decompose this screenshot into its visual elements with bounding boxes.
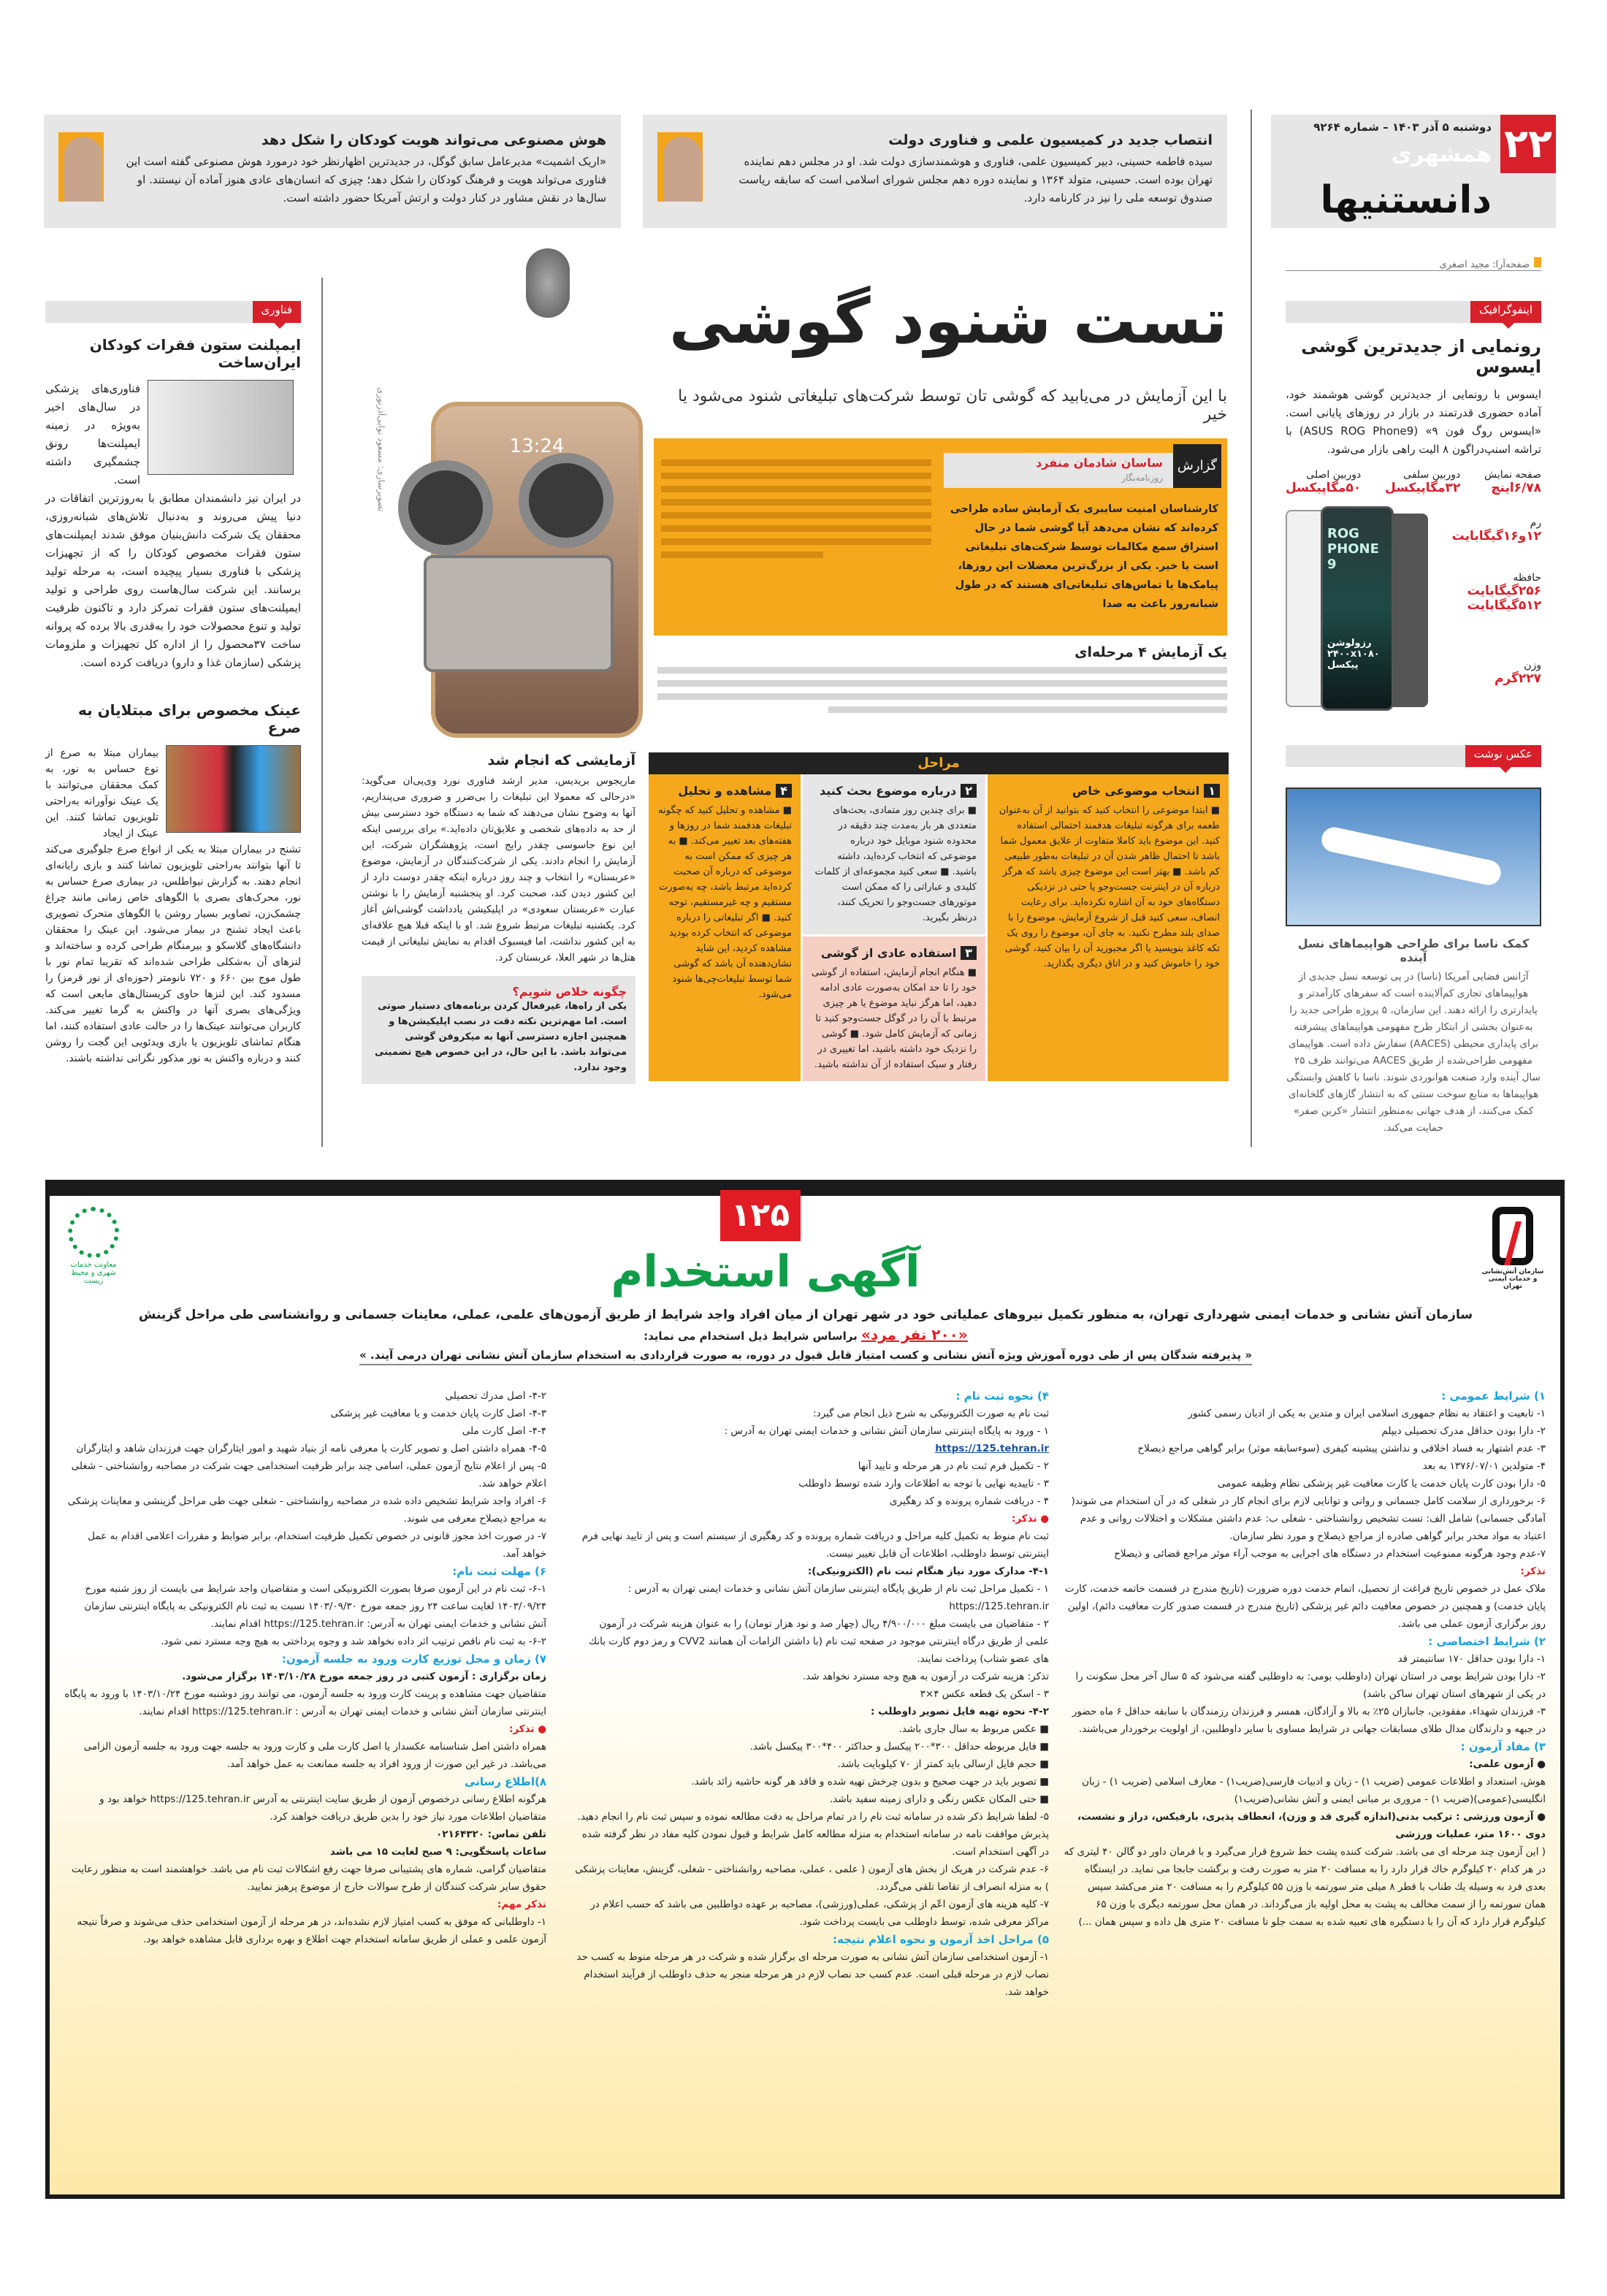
layout-credit: صفحه‌آرا: مجید اصغری xyxy=(1286,257,1541,271)
section-tag: اینفوگرافیک xyxy=(1286,301,1541,323)
escape-heading: چگونه خلاص شویم؟ xyxy=(512,985,627,999)
ad-item: ۷-عدم وجود هرگونه ممنوعیت استخدام در دستگاه های اجرایی به موجب آراء موثر مراجع قضائی و ذیصلاح xyxy=(1114,1548,1546,1560)
film-reel-icon xyxy=(398,460,493,555)
main-headline: تست شنود گوشی xyxy=(669,285,1227,358)
stage-middle-column xyxy=(803,774,985,1081)
section-title: دانستنیها xyxy=(1320,178,1492,222)
ad-item: همراه داشتن اصل شناسنامه عکسدار یا اصل کارت ملی و کارت ورود به جلسه جهت ورود به جلسه آزمون الزامی می‌باشد. در غیر این صورت از ورود افراد به جلسه ممانعت به عمل خواهد آمد. xyxy=(83,1741,546,1770)
phone-spec-graphic xyxy=(1286,503,1541,714)
section-tag: فناوری xyxy=(253,301,302,323)
intro-continued xyxy=(661,453,931,565)
ad-item: ثبت نام به صورت الکترونیکی به شرح ذیل انجام می گیرد: xyxy=(813,1408,1049,1419)
ad-item: هوش، استعداد و اطلاعات عمومی (ضریب ۱) - زبان و ادبیات فارسی(ضریب۱) - معارف اسلامی (ضریب ۱) - زبان انگلیسی(عمومی)(ضریب ۱) - مروری بر مبانی ایمنی و آتش نشانی(ضریب۱) xyxy=(1082,1776,1546,1805)
issue-date: دوشنبه ۵ آذر ۱۴۰۳ – شماره ۹۲۶۴ xyxy=(1313,121,1492,134)
ad-item: تذکر: xyxy=(1520,1565,1546,1577)
ad-item: ۶- عدم شرکت در هریک از بخش های آزمون ( علمی ، عملی، مصاحبه روانشناختی - شغلی، گزینش، معاینات پزشکی ) به منزله انصراف از تقاضا تلقی می‌گردد. xyxy=(575,1864,1049,1893)
photo-caption-title: کمک ناسا برای طراحی هواپیماهای نسل آینده xyxy=(1297,937,1530,964)
ad-item: ۳- عدم اشتهار به فساد اخلاقی و نداشتن پیشینه کیفری (سوءسابقه موثر) برابر گواهی مراجع ذیصلاح xyxy=(1137,1443,1546,1454)
ad-item: ۵- پس از اعلام نتایج آزمون عملی، اسامی چند برابر ظرفیت استخدامی جهت شرکت در مصاحبه روانشناختی - شغلی اعلام خواهد شد. xyxy=(71,1460,546,1490)
brief-text: سیده فاطمه حسینی، دبیر کمیسیون علمی، فناوری و هوشمندسازی دولت شد. او در مجلس دهم نماینده تهران بوده است. حسینی، متولد ۱۳۶۴ و نماینده دوره دهم مجلس شورای اسلامی است که سابقه ریاست صندوق توسعه ملی را نیز در کارنامه دارد. xyxy=(738,155,1213,205)
ad-item: ● آزمون ورزشی : ترکیب بدنی(اندازه گیری قد و وزن)، انعطاف پذیری، بارفیکس، دراز و نشست، دوی ۱۶۰۰ متر، عملیات ورزشی xyxy=(1077,1811,1546,1840)
ad-section-heading: ۴) نحوه ثبت نام : xyxy=(955,1389,1049,1403)
spec-top-row xyxy=(1286,469,1541,495)
ad-column-right xyxy=(1064,1387,1546,1931)
ad-item: ۱- دارا بودن حداقل ۱۷۰ سانتیمتر قد xyxy=(1397,1653,1546,1665)
ad-item: ■ عکس مربوط به سال جاری باشد. xyxy=(898,1723,1049,1735)
ad-item: ۱ - ورود به پایگاه اینترنتی سازمان آتش نشانی و خدمات ایمنی تهران به آدرس : xyxy=(724,1425,1049,1437)
ad-item: ۶- برخورداری از سلامت کامل جسمانی و روانی و توانایی لازم برای انجام کار در شغلی که در آن استخدام می شوند( آمادگی جسمانی) شامل الف: تست تشخیص روانشناختی - شغلی ب: عدم داشتن مشکلات و اختلالات روانی و عدم اعتیاد به مواد مخدر برابر گواهی صادره از مراجع ذیصلاح و مورد نظر سازمان. xyxy=(1071,1495,1546,1542)
article-title: عینک مخصوص برای مبتلایان به صرع xyxy=(77,701,301,736)
infographic-text: ایسوس با رونمایی از جدیدترین گوشی هوشمند خود، آماده حضوری قدرتمند در بازار در روزهای پایانی است. «ایسوس روگ فون ۹» (ASUS ROG Phone9) با تراشه اسنپ‌دراگون ۸ الیت راهی بازار می‌شود. xyxy=(1286,388,1541,456)
article-body: تشنج در بیماران مبتلا به یکی از انواع صرع جلوگیری می‌کند تا آنها بتوانند به‌راحتی تلویزیون تماشا کنند و بازی رایانه‌ای انجام دهند. به گزارش نیواطلس، در بیماری صرع حساس به نور، محرک‌های بصری با الگوهای خاص زمانی مانند چراغ چشمک‌زن، تصاویر بسیار روشن یا الگوهای متحرک تصویری باعث ایجاد تشنج در بیمار می‌شود. این عینک را محققان دانشگاه‌های گلاسکو و بیرمنگام طراحی کرده و ساخته‌اند و لنزهای آن به‌شکلی طراحی شده‌اند که تقریبا تمام نور با طول موج بین ۶۶۰ و ۷۲۰ نانومتر (حوزه‌ای از نور قرمز) را مسدود کند. این لنزها حاوی کریستال‌های مایعی است که ویژگی‌های بصری آنها در واکنش به گرما تغییر می‌کند. کاربران می‌توانند عینک‌ها را در حالت عادی استفاده کنند، اما هنگام تماشای تلویزیون یا بازی ویدئویی این گجت را روشن کنند و درباره واکنش به نور مذکور نگرانی نداشته باشند. xyxy=(45,844,301,1064)
column-divider xyxy=(1251,110,1252,1147)
ad-item: ۳- فرزندان شهداء، مفقودین، جانبازان ۲۵٪ به بالا و آزادگان، همسر و فرزندان رزمندگان با سابقه حداقل ۶ ماه حضور در جبهه و دارندگان مدال طلای مسابقات جهانی در شرایط مساوی با سایر داوطلبین، از اولویت برخوردار می‌باشند. xyxy=(1072,1706,1546,1735)
ad-section-heading: ۳) مفاد آزمون : xyxy=(1460,1740,1546,1753)
ad-item: ثبت نام منوط به تکمیل کلیه مراحل و دریافت شماره پرونده و کد رهگیری از سیستم است و پس از تایید نهایی فرم اینترنتی توسط داوطلب، اطلاعات آن قابل تغییر نیست. xyxy=(581,1530,1049,1560)
ad-item: ۵- لطفا شرایط ذکر شده در سامانه ثبت نام را در تمام مراحل به دقت مطالعه نموده و سپس ثبت نام را انجام دهید. پذیرش موافقت نامه در سامانه استخدام به منزله مطالعه کامل شرایط و قبول نمودن کلیه مفاد در نظر گرفته شده در آگهی استخدام است. xyxy=(577,1811,1049,1858)
ad-section-heading: ۱) شرایط عمومی : xyxy=(1441,1389,1546,1403)
escape-text: یکی از راه‌ها، غیرفعال کردن برنامه‌های دستیار صوتی است. اما مهم‌ترین نکته دقت در نصب اپلیکیشن‌ها و همچنین اجازه دسترسی آنها به میکروفن گوشی می‌تواند باشد. با این حال، در این خصوص هیچ تضمینی وجود ندارد. xyxy=(375,1001,627,1073)
brief-text: «اریک اشمیت» مدیرعامل سابق گوگل، در جدیدترین اظهارنظر خود درمورد هوش مصنوعی گفته است این فناوری می‌تواند هویت و فرهنگ کودکان را شکل دهد؛ چیزی که انسان‌های عادی هنوز آماده آن نیستند. او سال‌ها در نقش مشاور در کنار دولت و ارتش آمریکا حضور داشته است. xyxy=(126,155,606,205)
ad-item: ۳ - اسکن یک قطعه عکس ۴×۳ xyxy=(920,1688,1049,1700)
spec-weight: وزن ۲۲۷گرم xyxy=(1494,660,1541,686)
brief-title: هوش مصنوعی می‌تواند هویت کودکان را شکل دهد xyxy=(261,132,606,148)
test-done-section xyxy=(362,752,635,1084)
ad-item: ۴-۱- مدارک مورد نیاز هنگام ثبت نام (الکترونیکی): xyxy=(807,1565,1049,1577)
page-number: ۲۲ xyxy=(1500,115,1556,173)
ad-item: ■ تصویر باید در جهت صحیح و بدون چرخش تهیه شده و فاقد هر گونه حاشیه زائد باشد. xyxy=(691,1776,1049,1788)
news-brief xyxy=(44,115,621,228)
ad-section-heading: ۷) زمان و محل توزیع کارت ورود به جلسه آزمون: xyxy=(281,1652,546,1666)
municipality-logo: معاونت خدمات شهری و محیط زیست xyxy=(61,1207,126,1285)
stage-card: ۳استفاده عادی از گوشی ■ هنگام انجام آزمایش، استفاده از گوشی خود را تا حد امکان به‌صورت عادی ادامه دهید، اما هرگز نباید موضوع یا هر چیزی مرتبط با آن را در گوگل جست‌وجو کنید تا زمانی که آزمایش کامل شود. ■ گوشی را نزدیک خود داشته باشید، اما تغییری در رفتار و سبک استفاده از آن نداشته باشید. xyxy=(803,937,985,1081)
ad-count: «۲۰۰ نفر مرد» براساس شرایط ذیل استخدام می نماید: xyxy=(644,1326,968,1343)
author-role: روزنامه‌نگار xyxy=(1121,473,1163,483)
ad-item: ۱- آزمون استخدامی سازمان آتش نشانی به صورت مرحله ای برگزار شده و شرکت در هر مرحله منوط به کسب حد نصاب لازم در مرحله قبلی است. عدم کسب حد نصاب لازم در هر مرحله منجر به حذف داوطلب از فرآیند استخدام خواهد شد. xyxy=(576,1951,1049,1998)
tech-news xyxy=(45,301,301,672)
article-body: در ایران نیز دانشمندان مطابق با به‌روزترین اتفاقات در دنیا پیش می‌روند و به‌دنبال تلاش‌های شبانه‌روزی، محققان یک شرکت دانش‌بنیان موفق شدند ایمپلنت‌های ستون فقرات مخصوص کودکان را که از تجهیزات پزشکی با فناوری بسیار پیچیده است، به مرحله تولید برسانند. این شرکت سال‌هاست روی طراحی و تولید ایمپلنت‌های ستون فقرات تمرکز دارد و تاکنون ظرفیت تولید و تنوع محصولات خود را به‌قدری بالا برده که پروانه ساخت ۳۷محصول را از اداره کل تجهیزات و ملزومات پزشکی (سازمان غذا و دارو) دریافت کرده است. xyxy=(45,492,301,669)
photo-caption-text: آژانس فضایی آمریکا (ناسا) در پی توسعه نسل جدیدی از هواپیماهای تجاری کم‌آلاینده است که سفرهای کارآمدتر و پایدارتری را ارائه دهند. این سازمان، ۵ پروژه طراحی جدید را به‌عنوان بخشی از ابتکار طرح مفهومی هواپیماهای پیشرفته برای پایداری محیطی (AACES) سفارش داده است. هواپیمای مفهومی طراحی‌شده از طریق AACES می‌توانند ظرف ۲۵ سال آینده وارد صنعت هوانوردی شوند. ناسا با کاهش وابستگی هواپیماها به منابع سوخت سنتی که به انتشار گازهای گلخانه‌ای کمک می‌کنند، از هدف جهانی به‌منظور انتشار «کربن صفر» حمایت می‌کند. xyxy=(1286,971,1541,1134)
ad-item: ۷- کلیه هزینه های آزمون اعّم از پزشکی، عملی(ورزشی)، مصاحبه بر عهده دواطلبین می باشد که حسب اعلام در مراکز معرفی شده، توسط داوطلب می بایست پرداخت شود. xyxy=(590,1899,1049,1928)
ad-item: ( این آزمون چند مرحله ای می باشد. شرکت کننده پشت خط شروع قرار می‌گیرد و با فرمان داور دو گالن ۴۰ لیتری که در هر کدام ۲۰ کیلوگرم خاك قرار دارد را به مسافت ۲۰ متر به صورت رفت و برگشت جابجا می نماید. در ایستگاه بعدی فرد به وسیله یك طناب با قطر ۸ میلی متر سورتمه با وزن ۵۵ کیلوگرم را به مسافت ۲۰ متر می‌کشد سپس همان سورتمه را از سمت مخالف به پشت به محل اولیه باز می‌گرداند. در همان محل سورتمه دیگری با وزن ۶۵ کیلوگرم قرار دارد که آن را با دستگیره های تعبیه شده به سمت جلو تا مسافت ۲۰ متری هل داده و سپس همان ...) xyxy=(1064,1846,1546,1928)
ad-header-text xyxy=(137,1305,1474,1365)
ad-item: هرگونه اطلاع رسانی درخصوص آزمون از طریق سایت اینترنتی به آدرس https://125.tehran.ir خواهد بود و متقاضیان اطلاعات مورد نیاز خود را بدین طریق دریافت خواهند کرد. xyxy=(99,1793,546,1823)
ad-item: ۱- تابعیت و اعتقاد به نظام جمهوری اسلامی ایران و متدین به یکی از ادیان رسمی کشور xyxy=(1188,1408,1546,1419)
ad-item: ● آزمون علمی: xyxy=(1469,1758,1546,1770)
ad-item: ۲ - تکمیل فرم ثبت نام در هر مرحله و تایید آنها xyxy=(858,1460,1049,1472)
portrait-photo xyxy=(657,132,703,202)
website-link[interactable]: https://125.tehran.ir xyxy=(935,1443,1049,1454)
ad-item: ۶-۱- ثبت نام در این آزمون صرفا بصورت الکترونیکی است و متقاضیان واجد شرایط می بایست از روز شنبه مورخ ۱۴۰۳/۰۹/۲۴ لغایت ساعت ۲۴ روز جمعه مورخ ۱۴۰۳/۰۹/۳۰ نسبت به ثبت نام الکترونیکی به پایگاه اینترنتی سازمان آتش نشانی و خدمات ایمنی تهران به آدرس: https://125.tehran.ir اقدام نمایند. xyxy=(84,1583,546,1630)
ad-title: آگهی استخدام xyxy=(611,1246,920,1297)
ad-column-left xyxy=(64,1387,546,1948)
ad-item: ۷- در صورت اخذ مجوز قانونی در خصوص تکمیل ظرفیت استخدام، برابر ضوابط و مقررات اعلامی اقدام به عمل خواهد آمد. xyxy=(88,1530,546,1560)
escape-box xyxy=(362,976,635,1084)
stages-panel xyxy=(649,752,1229,1081)
byline xyxy=(944,453,1221,488)
ad-section-heading: ۶) مهلت ثبت نام: xyxy=(452,1565,546,1578)
ad-item: ۱- داوطلبانی که موفق به کسب امتیاز لازم نشده‌اند، در هر مرحله از آزمون استخدامی حذف می‌شوند و صرفاً نتیجه آزمون علمی و عملی از طریق سامانه استخدام جهت اطلاع و بهره برداری قابل مشاهده خواهد بود. xyxy=(77,1916,546,1945)
smartphone-icon: 13:24 xyxy=(431,402,643,738)
ad-item: ۳ - تاییدیه نهایی با توجه به اطلاعات وارد شده توسط داوطلب xyxy=(798,1478,1049,1490)
tape-recorder-icon xyxy=(424,555,614,672)
report-box xyxy=(654,438,1227,636)
ad-item: تذکر مهم: xyxy=(497,1899,546,1910)
ad-item: ۲- دارا بودن حداقل مدرک تحصیلی دیپلم xyxy=(1381,1425,1546,1437)
fire-dept-logo: سازمان آتش‌نشانی و خدمات ایمنی تهران xyxy=(1480,1207,1546,1290)
phone-front: ROG PHONE 9 رزولوشن ۲۴۰۰x۱۰۸۰ پیکسل xyxy=(1321,506,1394,711)
ad-item: ملاک عمل در خصوص تاریخ فراغت از تحصیل، اتمام خدمت دوره ضرورت (تاریخ مندرج در قسمت خاتمه خدمت، کارت پایان خدمت) و همچنین در خصوص معافیت دائم غیر پزشکی (تاریخ مندرج در قسمت صدور کارت معافیت دائم)، اولین روز برگزاری آزمون عملی می باشد. xyxy=(1064,1583,1546,1630)
ad-section-heading: ۲) شرایط اختصاصی : xyxy=(1428,1635,1546,1648)
ad-item: تلفن تماس: ۰۲۱۶۴۳۲۰ xyxy=(436,1828,546,1840)
film-reel-icon xyxy=(519,453,614,548)
infographic-title: رونمایی از جدیدترین گوشی ایسوس xyxy=(1301,336,1541,377)
illustration-phone-microphone xyxy=(376,241,650,745)
ad-section-heading: ۸)اطلاع رسانی xyxy=(465,1775,546,1788)
stage-card: ۱انتخاب موضوعی خاص ■ ابتدا موضوعی را انتخاب کنید که بتوانید از آن به‌عنوان طعمه برای هرگونه تبلیغات هدفمند احتمالی استفاده کنید. این موضوع باید کاملا متفاوت از علایق معمول شما باشد تا احتمال ظاهر شدن آن در تبلیغات به‌طور طبیعی کم باشد. ■ بهتر است این موضوع چیزی باشد که هرگز درباره آن در اینترنت جست‌وجو یا حتی در نزدیکی دستگاه‌های خود به آن اشاره نکرده‌اید. برای رعایت انصاف، سعی کنید قبل از شروع آزمایش، موضوع را با صدای بلند مطرح نکنید. به جای آن، موضوع را روی یک تکه کاغذ بنویسید یا اگر مجبورید آن را بیان کنید، گوشی خود را خاموش کنید و در اتاق دیگری بگذارید. xyxy=(988,774,1229,1081)
article-lead: بیماران مبتلا به صرع از نوع حساس به نور، به کمک محققان می‌توانند با یک عینک نوآورانه به‌راحتی تلویزیون تماشا کنند. این عینک از ایجاد xyxy=(45,747,159,839)
spec-main-camera: دوربین اصلی ۵۰مگاپیکسل xyxy=(1286,469,1362,495)
author-name: ساسان شادمان منفرد xyxy=(1036,456,1163,470)
spec-ram: رم ۱۲و۱۶گیگابایت xyxy=(1451,517,1541,544)
airplane-photo xyxy=(1286,787,1541,926)
section-heading: یک آزمایش ۴ مرحله‌ای xyxy=(1074,644,1227,660)
news-brief xyxy=(643,115,1227,228)
ad-item: متقاضیان گرامی، شماره های پشتیبانی صرفا جهت رفع اشکالات ثبت نام می باشد. خواهشمند است به منظور رعایت حقوق سایر شرکت کنندگان از طرح سوالات خارج از موضوع پرهیز نمایید. xyxy=(72,1864,546,1893)
column-divider xyxy=(321,278,323,1147)
ad-item: ■ حتی المکان عکس رنگی و دارای زمینه سفید باشد. xyxy=(829,1793,1049,1805)
stage-card: ۴مشاهده و تحلیل ■ مشاهده و تحلیل کنید که چگونه تبلیغات هدفمند شما در روزها و هفته‌های بعد تغییر می‌کند. ■ به هر چیزی که ممکن است به موضوعی که درباره آن صحبت کرده‌اید مرتبط باشد، چه به‌صورت مستقیم و چه غیرمستقیم، توجه کنید. ■ اگر تبلیغاتی را درباره موضوعی که انتخاب کرده بودید مشاهده کردید، این شاید نشان‌دهنده آن باشد که گوشی شما توسط تبلیغات‌چی‌ها شنود می‌شود. xyxy=(649,774,801,1081)
ad-item: ۴-۴- اصل کارت ملی xyxy=(462,1425,546,1437)
ad-item: ■ حجم فایل ارسالی باید کمتر از ۷۰ کیلوبایت باشد. xyxy=(837,1758,1049,1770)
ad-item: ۶-۲- به ثبت نام ناقص ترتیب اثر داده نخواهد شد و وجوه پرداختی به هیچ وجه مسترد نمی شود. xyxy=(161,1636,546,1647)
ad-section-heading: ۵) مراحل اخذ آزمون و نحوه اعلام نتیجه: xyxy=(833,1933,1049,1946)
ad-item: ۴-۲- اصل مدرك تحصیلی xyxy=(445,1390,546,1402)
ad-item: زمان برگزاری : آزمون کتبی در روز جمعه مورخ ۱۴۰۳/۱۰/۲۸ برگزار می‌شود. xyxy=(182,1671,546,1682)
ad-item: ۲- دارا بودن شرایط بومی در استان تهران (داوطلب بومی: به داوطلبی گفته می‌شود که ۵ سال آخر محل سکونت را در یکی از شهرهای استان تهران ساکن باشد) xyxy=(1075,1671,1546,1700)
stages-title: مراحل xyxy=(649,752,1229,774)
spec-selfie-camera: دوربین سلفی ۳۲مگاپیکسل xyxy=(1385,469,1461,495)
article-title: ایمپلنت ستون فقرات کودکان ایران‌ساخت xyxy=(89,336,301,371)
section-tag: عکس نوشت xyxy=(1286,745,1541,767)
number-badge: ۱۲۵ xyxy=(720,1190,801,1241)
photo-essay xyxy=(1286,745,1541,1137)
ad-item: ۴-۵- همراه داشتن اصل و تصویر کارت یا معرفی نامه از بنیاد شهید و امور ایثارگران جهت فرزندان شاهد و ایثارگران xyxy=(76,1443,546,1454)
ad-item: ۴-۳- اصل کارت پایان خدمت و یا معافیت غیر پزشکی xyxy=(330,1408,546,1419)
ad-column-middle xyxy=(574,1387,1049,2001)
paper-logo: همشهری xyxy=(1391,142,1492,167)
ad-item: ● تذکر: xyxy=(509,1723,546,1735)
glasses-news xyxy=(45,701,301,1067)
job-advertisement xyxy=(45,1180,1565,2199)
photo-credit: تصویرسازی: مسعود نوایی‌آذرنوری xyxy=(376,387,386,512)
ad-item: ● تذکر: xyxy=(1012,1513,1049,1525)
ad-item: ۶- افراد واجد شرایط تشخیص داده شده در مصاحبه روانشناختی - شغلی جهت طی مراحل گزینشی و معاینات پزشکی به مراجع ذیصلاح معرفی می شوند. xyxy=(67,1495,546,1525)
ad-note: « پذیرفته شدگان پس از طی دوره آموزش ویژه آتش نشانی و کسب امتیاز قابل قبول در دوره، به صورت قراردادی به استخدام سازمان آتش نشانی تهران درمی آیند. » xyxy=(359,1346,1252,1365)
ad-item: متقاضیان جهت مشاهده و پرینت کارت ورود به جلسه آزمون، می توانند روز دوشنبه مورخ ۱۴۰۳/۱۰/۲۴ با ورود به پایگاه اینترنتی سازمان آتش نشانی و خدمات ایمنی تهران به آدرس : https://125.tehran.ir اقدام نمایند. xyxy=(64,1688,546,1717)
article-lead: فناوری‌های پزشکی در سال‌های اخیر به‌ویژه در زمینه ایمپلنت‌ها رونق چشمگیری داشته است. xyxy=(45,382,140,487)
ad-item: ■ فایل مربوطه حداقل ۳۰۰*۲۰۰ پیکسل و حداکثر ۴۰۰*۳۰۰ پیکسل باشد. xyxy=(749,1741,1049,1752)
section-body: ماریجوس بریدیس، مدیر ارشد فناوری نورد وی‌پی‌ان می‌گوید: «درحالی که معمولا این تبلیغات را بی‌ضرر و ضروری می‌پنداریم، آنها به وضوح نشان می‌دهند که شما به دستگاه خود دسترسی بیش از حد به داده‌های شخصی و علایق‌تان داده‌اید.» برای بررسی اینکه این نوع جاسوسی چقدر رایج است، پژوهشگران شرکت، این آزمایش را انجام دادند. یکی از شرکت‌کنندگان در آزمایش، موضوع «عربستان» را انتخاب و چند روز درباره اینکه چقدر دوست دارد از این کشور دیدن کند، صحبت کرد. او پنجشنبه آزمایش را با نوشتن عبارت «عربستان سعودی» در اپلیکیشن یادداشت گوشی‌اش آغاز کرد. یکشنبه تبلیغات مرتبط شروع شد. او با اینکه قبلا هیچ علاقه‌ای به این کشور نداشت، اما فیسبوک اقدام به نمایش تبلیغاتی از قیمت هتل‌ها در شهر العلا، عربستان کرد. xyxy=(362,775,635,964)
section-heading: آزمایشی که انجام شد xyxy=(487,752,635,768)
spec-storage: حافظه ۲۵۶گیگابایت ۵۱۲گیگابایت xyxy=(1467,572,1541,613)
masthead xyxy=(1271,115,1556,228)
ad-item: ۱ - تکمیل مراحل ثبت نام از طریق پایگاه اینترنتی سازمان آتش نشانی و خدمات ایمنی تهران به آدرس : https://125.tehran.ir xyxy=(627,1583,1049,1612)
ad-item: ۲ - متقاضیان می بایست مبلغ ۴/۹۰۰/۰۰۰ ریال (چهار صد و نود هزار تومان) را به عنوان هزینه شرکت در آزمون علمی از طریق درگاه اینترنتی موجود در صفحه ثبت نام (با داشتن الزامات آن همانند CVV2 و رمز دوم کارت بانك های عضو شتاب) پرداخت نمایند. xyxy=(588,1618,1049,1665)
airplane-icon xyxy=(1319,825,1503,887)
stage-card: ۲درباره موضوع بحث کنید ■ برای چندین روز متمادی، بحث‌های متعددی هر بار به‌مدت چند دقیقه در محدوده شنود موبایل خود درباره موضوعی که انتخاب کرده‌اید، داشته باشید. ■ سعی کنید مجموعه‌ای از کلمات کلیدی و عباراتی را که ممکن است موتورهای جست‌وجو را تحریک کنند، درنظر بگیرید. xyxy=(803,774,985,934)
report-intro: کارشناسان امنیت سایبری یک آزمایش ساده طراحی کرده‌اند که نشان می‌دهد آیا گوشی شما در حال استراق سمع مکالمات توسط شرکت‌های تبلیغاتی است یا خیر. یکی از بزرگ‌ترین معضلات این روزها، پیامک‌ها یا تماس‌های تبلیغاتی‌ای هستند که در طول شبانه‌روز باعث به صدا xyxy=(950,503,1218,610)
ad-item: تذکر: هزینه شرکت در آزمون به هیچ وجه مسترد نخواهد شد. xyxy=(802,1671,1049,1682)
spec-display: صفحه نمایش ۶/۷۸اینچ xyxy=(1484,469,1541,495)
kicker-label: گزارش xyxy=(1173,444,1221,488)
glasses-photo xyxy=(166,745,301,833)
infographic xyxy=(1286,301,1541,714)
main-subheadline: با این آزمایش در می‌یابید که گوشی تان توسط شرکت‌های تبلیغاتی شنود می‌شود یا خیر xyxy=(678,387,1227,424)
ad-item: ساعات پاسخگویی: ۹ صبح لغایت ۱۵ می باشد xyxy=(329,1846,546,1858)
implant-photo xyxy=(148,380,294,475)
ad-item: ۵- دارا بودن کارت پایان خدمت یا کارت معافیت غیر پزشکی نظام وظیفه عمومی xyxy=(1217,1478,1546,1490)
ad-item: ۴-۲- نحوه تهیه فایل تصویر داوطلب : xyxy=(871,1706,1049,1717)
portrait-photo xyxy=(58,132,104,202)
ad-item: ۴- متولدین ۱۳۷۶/۰۷/۰۱ به بعد xyxy=(1422,1460,1546,1472)
ad-item: ۴ - دریافت شماره پرونده و کد رهگیری xyxy=(890,1495,1049,1507)
microphone-icon xyxy=(526,248,570,318)
ad-intro: سازمان آتش نشانی و خدمات ایمنی شهرداری تهران، به منظور تکمیل نیروهای عملیاتی خود در شهر تهران از میان افراد واجد شرایط از طریق آزمون‌های علمی، عملی، معاینات جسمانی و روانشناسی طی مراحل گزینش xyxy=(138,1308,1473,1322)
test-section xyxy=(657,644,1227,720)
brief-title: انتصاب جدید در کمیسیون علمی و فناوری دولت xyxy=(888,132,1213,148)
